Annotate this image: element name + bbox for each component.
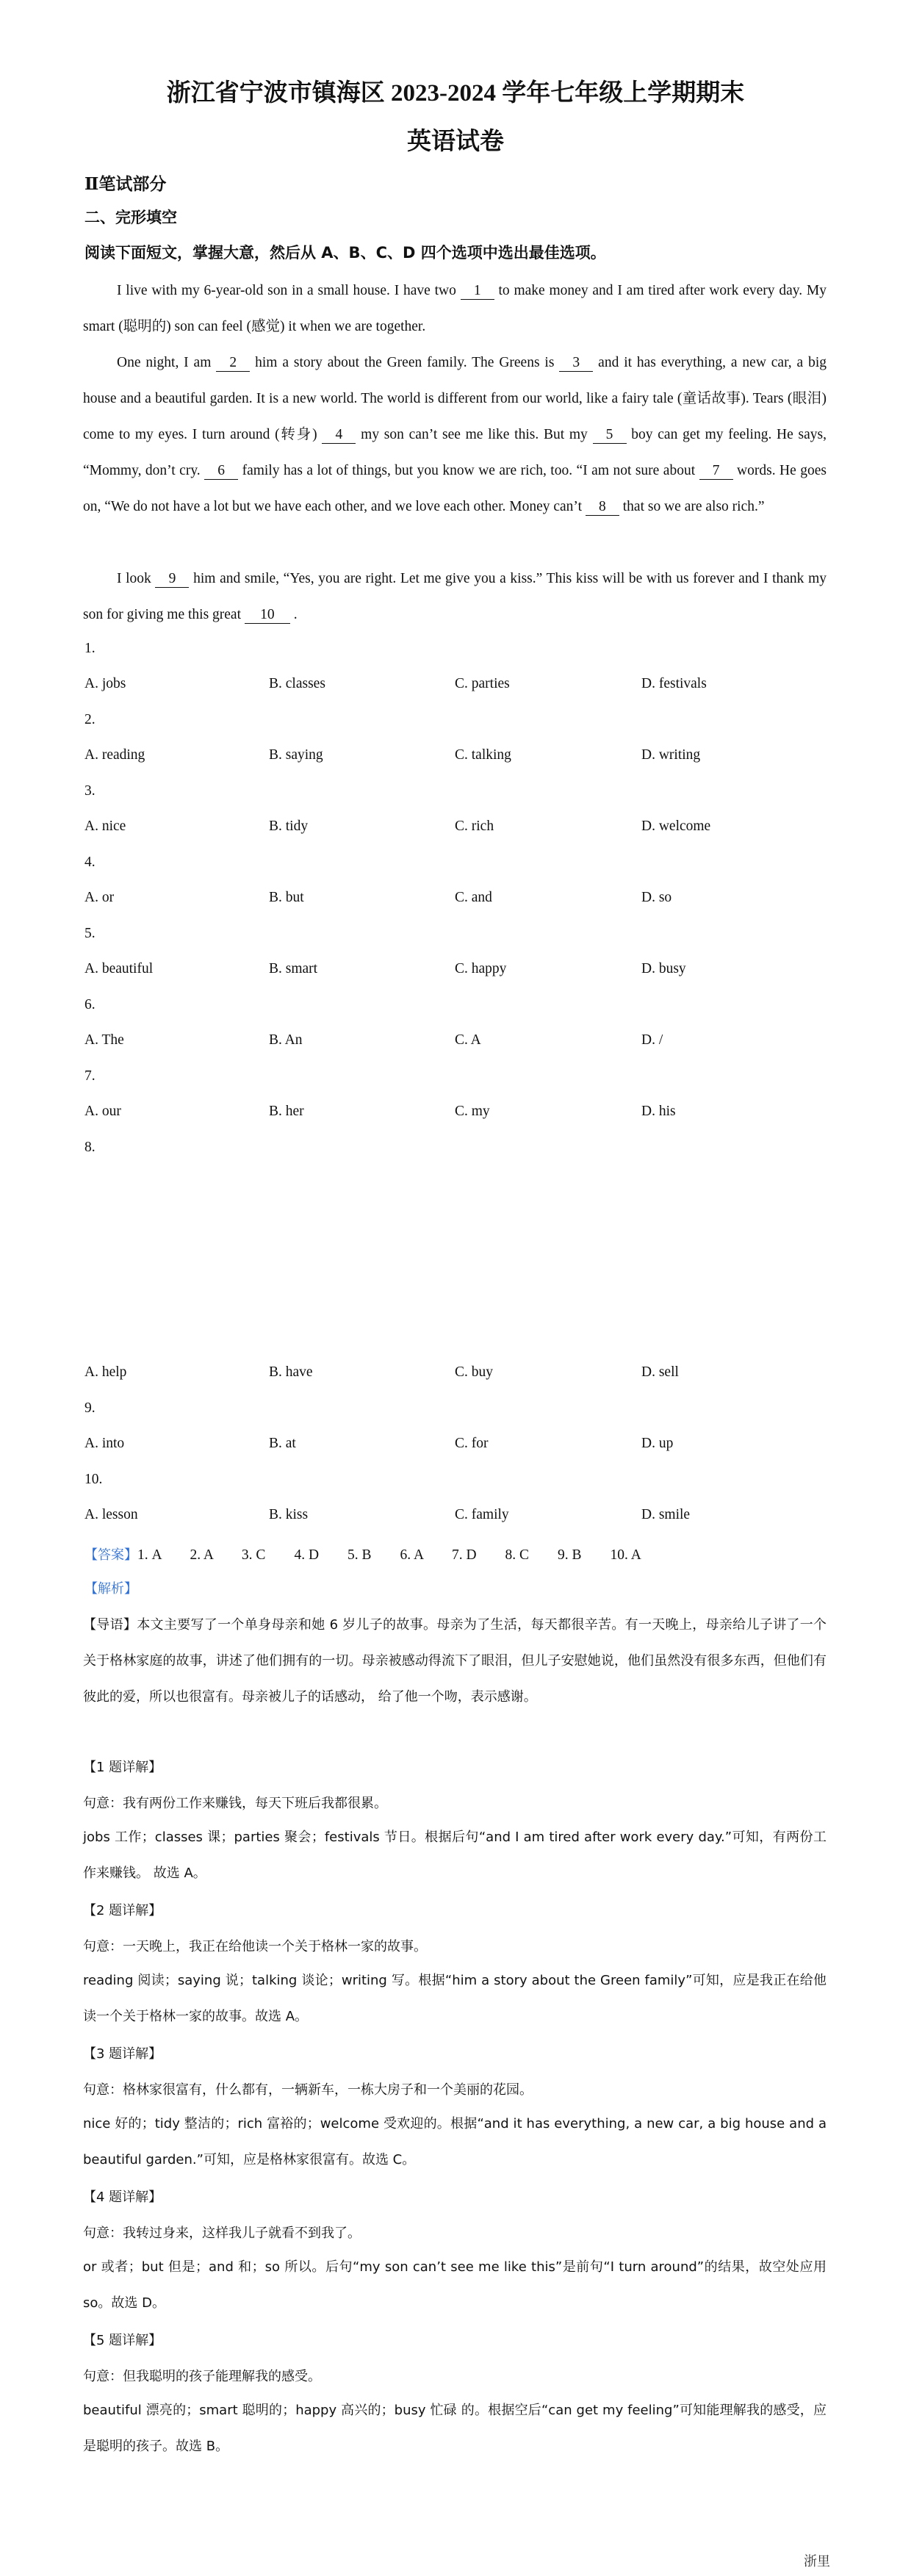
passage-paragraph-1 bbox=[83, 273, 827, 345]
detail-explain-1: jobs 工作；classes 课；parties 聚会；festivals 节日。根据后句“and I am tired after work every day.”可知，有两份工作来赚钱。 故选 A。 bbox=[83, 1830, 827, 1881]
blank-2: 2 bbox=[216, 355, 250, 372]
passage-text: my son can’t see me like this. But my bbox=[356, 427, 593, 442]
option-c[interactable]: C. my bbox=[455, 1104, 490, 1119]
option-b[interactable]: B. classes bbox=[269, 676, 325, 691]
passage-text: and it has everything, a new car, a big house and a beautiful garden. It is a new world. The world is different from our world, like a fairy tale (童话故事). Tears (眼泪) come to my eyes. I turn around (转身) bbox=[83, 355, 827, 442]
detail-explain-3: nice 好的；tidy 整洁的；rich 富裕的；welcome 受欢迎的。根据“and it has everything, a new car, a big house and a beautiful garden.”可知，应是格林家很富有。故选 C。 bbox=[83, 2116, 827, 2167]
passage-text: . bbox=[289, 607, 298, 622]
blank-9: 9 bbox=[155, 571, 189, 588]
question-number: 5. bbox=[84, 926, 96, 941]
blank-8: 8 bbox=[586, 499, 619, 516]
passage-text: to make money and I am tired after work every day. My smart (聪明的) son can feel (感觉) it when we are together. bbox=[83, 283, 827, 334]
option-c[interactable]: C. happy bbox=[455, 961, 507, 976]
option-a[interactable]: A. reading bbox=[84, 747, 145, 763]
detail-head-2: 【2 题详解】 bbox=[83, 1903, 162, 1918]
footer-mark: 浙里 bbox=[804, 2554, 830, 2569]
detail-meaning-1: 句意：我有两份工作来赚钱，每天下班后我都很累。 bbox=[83, 1796, 387, 1811]
passage-text: boy can get my feeling. He says, “Mommy, don’t cry. bbox=[83, 427, 827, 478]
option-d[interactable]: D. writing bbox=[641, 747, 701, 763]
exam-title-line1: 浙江省宁波市镇海区 2023-2024 学年七年级上学期期末 bbox=[166, 80, 745, 107]
detail-head-5: 【5 题详解】 bbox=[83, 2333, 162, 2348]
detail-meaning-5: 句意：但我聪明的孩子能理解我的感受。 bbox=[83, 2369, 321, 2384]
option-a[interactable]: A. or bbox=[84, 890, 115, 905]
passage-text: family has a lot of things, but you know we are rich, too. “I am not sure about bbox=[238, 463, 699, 478]
section-cloze: 二、完形填空 bbox=[84, 209, 177, 226]
blank-1: 1 bbox=[461, 283, 494, 300]
passage-text: One night, I am bbox=[117, 355, 217, 370]
option-b[interactable]: B. tidy bbox=[269, 819, 309, 834]
option-a[interactable]: A. our bbox=[84, 1104, 121, 1119]
option-d[interactable]: D. sell bbox=[641, 1364, 679, 1380]
passage-text: words. He goes on, “We do not have a lot but we have each other, and we love each other. Money can’t bbox=[83, 463, 827, 514]
exam-title-line2: 英语试卷 bbox=[407, 129, 504, 155]
option-d[interactable]: D. so bbox=[641, 890, 672, 905]
question-number: 8. bbox=[84, 1140, 96, 1155]
option-d[interactable]: D. / bbox=[641, 1032, 663, 1048]
intro-paragraph: 【导语】本文主要写了一个单身母亲和她 6 岁儿子的故事。母亲为了生活，每天都很辛苦。有一天晚上，母亲给儿子讲了一个关于格林家庭的故事，讲述了他们拥有的一切。母亲被感动得流下了眼泪，但儿子安慰她说，他们虽然没有很多东西，但他们有彼此的爱，所以也很富有。母亲被儿子的话感动， 给了他一个吻，表示感谢。 bbox=[83, 1617, 827, 1705]
blank-10: 10 bbox=[245, 607, 290, 624]
detail-head-3: 【3 题详解】 bbox=[83, 2046, 162, 2062]
option-c[interactable]: C. family bbox=[455, 1507, 509, 1522]
section-written: Ⅱ笔试部分 bbox=[84, 175, 167, 193]
question-number: 1. bbox=[84, 641, 96, 656]
option-c[interactable]: C. rich bbox=[455, 819, 494, 834]
option-a[interactable]: A. jobs bbox=[84, 676, 126, 691]
detail-meaning-4: 句意：我转过身来，这样我儿子就看不到我了。 bbox=[83, 2226, 361, 2241]
question-number: 10. bbox=[84, 1472, 103, 1487]
option-b[interactable]: B. have bbox=[269, 1364, 313, 1380]
option-b[interactable]: B. at bbox=[269, 1436, 296, 1451]
option-d[interactable]: D. festivals bbox=[641, 676, 707, 691]
detail-explain-2: reading 阅读；saying 说；talking 谈论；writing 写。根据“him a story about the Green family”可知，应是我正在给他读一个关于格林一家的故事。故选 A。 bbox=[83, 1973, 827, 2024]
blank-5: 5 bbox=[593, 427, 627, 444]
option-d[interactable]: D. his bbox=[641, 1104, 676, 1119]
answer-values: 1. A 2. A 3. C 4. D 5. B 6. A 7. D 8. C 9. B 10. A bbox=[137, 1547, 641, 1563]
passage-text: him and smile, “Yes, you are right. Let me give you a kiss.” This kiss will be with us forever and I thank my son for giving me this great bbox=[83, 571, 827, 622]
option-c[interactable]: C. parties bbox=[455, 676, 510, 691]
question-number: 3. bbox=[84, 783, 96, 799]
option-c[interactable]: C. talking bbox=[455, 747, 511, 763]
option-c[interactable]: C. buy bbox=[455, 1364, 494, 1380]
passage-text: him a story about the Green family. The Greens is bbox=[250, 355, 560, 370]
option-d[interactable]: D. busy bbox=[641, 961, 686, 976]
passage-text: I live with my 6-year-old son in a small house. I have two bbox=[117, 283, 461, 298]
option-d[interactable]: D. smile bbox=[641, 1507, 691, 1522]
question-number: 7. bbox=[84, 1068, 96, 1084]
passage-text: I look bbox=[117, 571, 156, 586]
question-number: 6. bbox=[84, 997, 96, 1012]
option-a[interactable]: A. The bbox=[84, 1032, 124, 1048]
blank-4: 4 bbox=[322, 427, 356, 444]
option-b[interactable]: B. kiss bbox=[269, 1507, 309, 1522]
detail-explain-4: or 或者；but 但是；and 和；so 所以。后句“my son can’t see me like this”是前句“I turn around”的结果，故空处应用 so。故选 D。 bbox=[83, 2259, 827, 2311]
detail-explain-5: beautiful 漂亮的；smart 聪明的；happy 高兴的；busy 忙碌 的。根据空后“can get my feeling”可知能理解我的感受，应是聪明的孩子。故选 B。 bbox=[83, 2403, 827, 2454]
option-b[interactable]: B. but bbox=[269, 890, 304, 905]
option-b[interactable]: B. saying bbox=[269, 747, 323, 763]
detail-head-1: 【1 题详解】 bbox=[83, 1760, 162, 1775]
passage-paragraph-2 bbox=[83, 345, 827, 525]
option-c[interactable]: C. for bbox=[455, 1436, 489, 1451]
option-d[interactable]: D. up bbox=[641, 1436, 674, 1451]
question-number: 9. bbox=[84, 1400, 96, 1416]
detail-meaning-3: 句意：格林家很富有，什么都有，一辆新车，一栋大房子和一个美丽的花园。 bbox=[83, 2082, 533, 2098]
option-a[interactable]: A. help bbox=[84, 1364, 127, 1380]
option-a[interactable]: A. beautiful bbox=[84, 961, 154, 976]
option-b[interactable]: B. smart bbox=[269, 961, 318, 976]
analysis-label: 【解析】 bbox=[84, 1581, 137, 1597]
blank-7: 7 bbox=[699, 463, 733, 480]
option-d[interactable]: D. welcome bbox=[641, 819, 711, 834]
option-a[interactable]: A. into bbox=[84, 1436, 125, 1451]
option-a[interactable]: A. lesson bbox=[84, 1507, 138, 1522]
option-a[interactable]: A. nice bbox=[84, 819, 126, 834]
passage-text: that so we are also rich.” bbox=[619, 499, 765, 514]
detail-head-4: 【4 题详解】 bbox=[83, 2190, 162, 2205]
option-c[interactable]: C. A bbox=[455, 1032, 481, 1048]
blank-3: 3 bbox=[559, 355, 593, 372]
option-b[interactable]: B. her bbox=[269, 1104, 304, 1119]
answer-line bbox=[84, 1543, 641, 1564]
answer-label: 【答案】 bbox=[84, 1547, 137, 1563]
passage-paragraph-3 bbox=[83, 561, 827, 633]
detail-meaning-2: 句意：一天晚上，我正在给他读一个关于格林一家的故事。 bbox=[83, 1939, 427, 1954]
blank-6: 6 bbox=[204, 463, 238, 480]
option-c[interactable]: C. and bbox=[455, 890, 492, 905]
question-number: 4. bbox=[84, 855, 96, 870]
option-b[interactable]: B. An bbox=[269, 1032, 303, 1048]
instruction: 阅读下面短文，掌握大意，然后从 A、B、C、D 四个选项中选出最佳选项。 bbox=[84, 244, 606, 262]
question-number: 2. bbox=[84, 712, 96, 727]
